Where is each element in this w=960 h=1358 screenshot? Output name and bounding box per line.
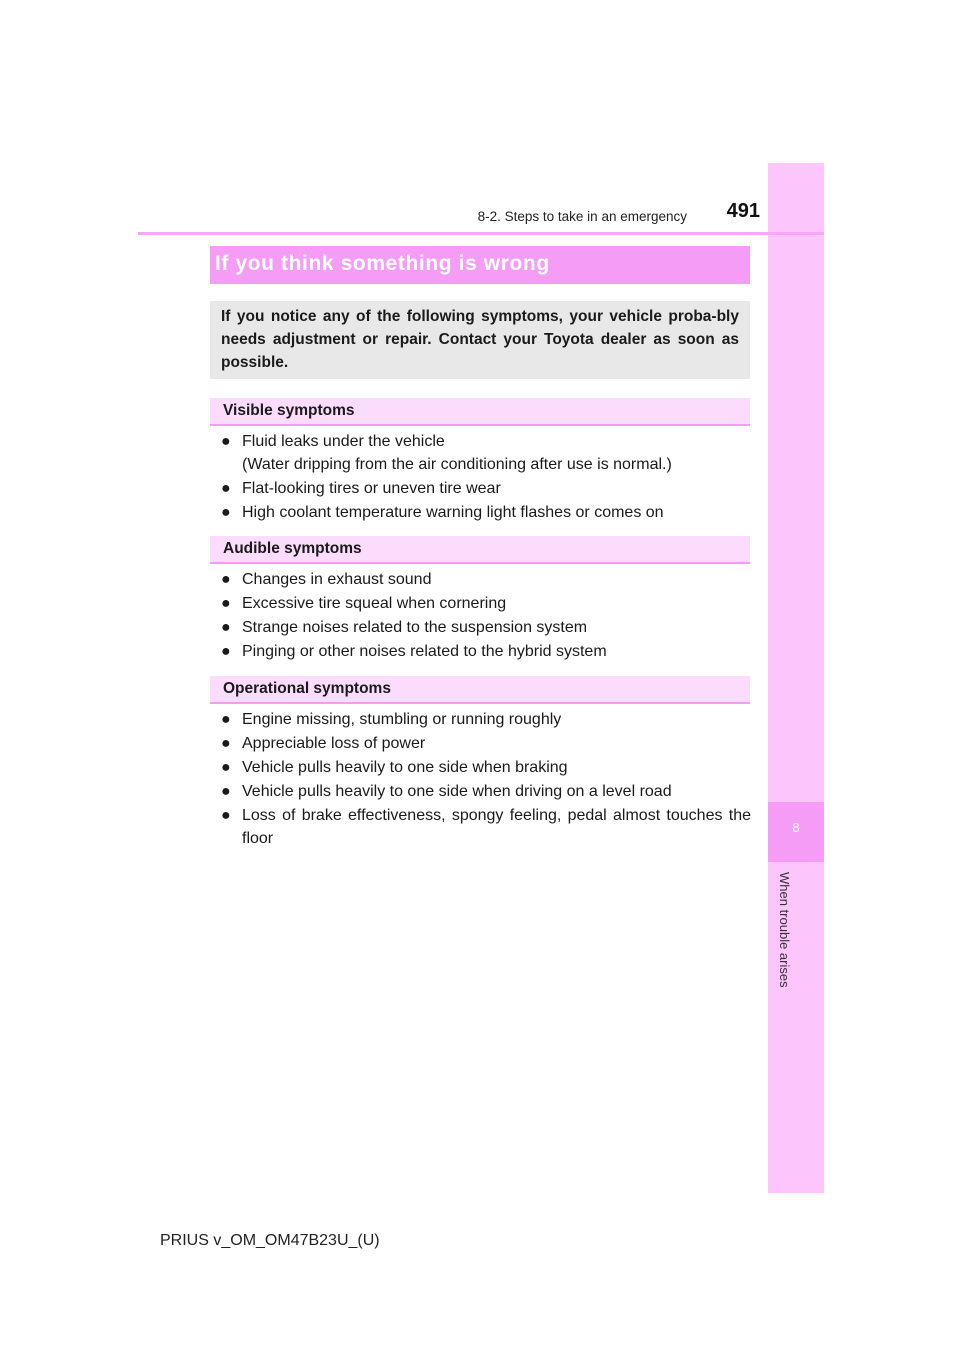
list-item [221,592,751,615]
bullet-icon: ● [221,759,231,776]
list-item [221,616,751,639]
list-item [221,501,751,524]
footer-doc-code: PRIUS v_OM_OM47B23U_(U) [160,1232,380,1249]
bullet-icon: ● [221,480,231,497]
bullet-icon: ● [221,783,231,800]
list-item-text: Changes in exhaust sound [242,571,432,588]
list-item-text: Pinging or other noises related to the hybrid system [242,643,607,660]
chapter-label: When trouble arises [777,872,792,988]
intro-text: If you notice any of the following symptoms, your vehicle proba-bly needs adjustment or repair. Contact your Toyota dealer as soon as possible. [221,308,739,371]
list-item-text: Loss of brake effectiveness, spongy feeling, pedal almost touches the floor [242,807,751,847]
bullet-icon: ● [221,571,231,588]
section-heading-audible [210,536,750,564]
bullet-icon: ● [221,619,231,636]
section-heading-label: Audible symptoms [223,540,362,557]
bullet-icon: ● [221,807,231,824]
list-item [221,708,751,731]
list-item [221,780,751,803]
list-item-text: Fluid leaks under the vehicle [242,433,445,450]
list-item-note: (Water dripping from the air conditioning after use is normal.) [242,456,672,473]
bullet-icon: ● [221,504,231,521]
bullet-list-operational [221,708,751,851]
chapter-number: 8 [792,820,800,835]
list-item [221,477,751,500]
bullet-icon: ● [221,735,231,752]
list-item [221,732,751,755]
list-item-text: Excessive tire squeal when cornering [242,595,507,612]
list-item-text: High coolant temperature warning light flashes or comes on [242,504,664,521]
list-item [221,568,751,591]
bullet-icon: ● [221,711,231,728]
list-item-text: Strange noises related to the suspension system [242,619,588,636]
header-rule [138,232,824,235]
bullet-icon: ● [221,595,231,612]
list-item [221,640,751,663]
page-number: 491 [726,200,760,222]
list-item-text: Flat-looking tires or uneven tire wear [242,480,501,497]
list-item [221,804,751,850]
list-item-text: Vehicle pulls heavily to one side when driving on a level road [242,783,672,800]
page-title: If you think something is wrong [215,252,550,275]
list-item-text: Appreciable loss of power [242,735,426,752]
header-section-title: 8-2. Steps to take in an emergency [477,209,687,224]
list-item [221,430,751,476]
list-item [221,756,751,779]
list-item-text: Engine missing, stumbling or running roughly [242,711,562,728]
bullet-icon: ● [221,433,231,450]
section-heading-operational [210,676,750,704]
section-heading-visible [210,398,750,426]
bullet-icon: ● [221,643,231,660]
list-item-text: Vehicle pulls heavily to one side when braking [242,759,568,776]
chapter-side-tab [768,163,824,1193]
section-heading-label: Visible symptoms [223,402,355,419]
bullet-list-visible [221,430,751,525]
bullet-list-audible [221,568,751,664]
section-heading-label: Operational symptoms [223,680,391,697]
